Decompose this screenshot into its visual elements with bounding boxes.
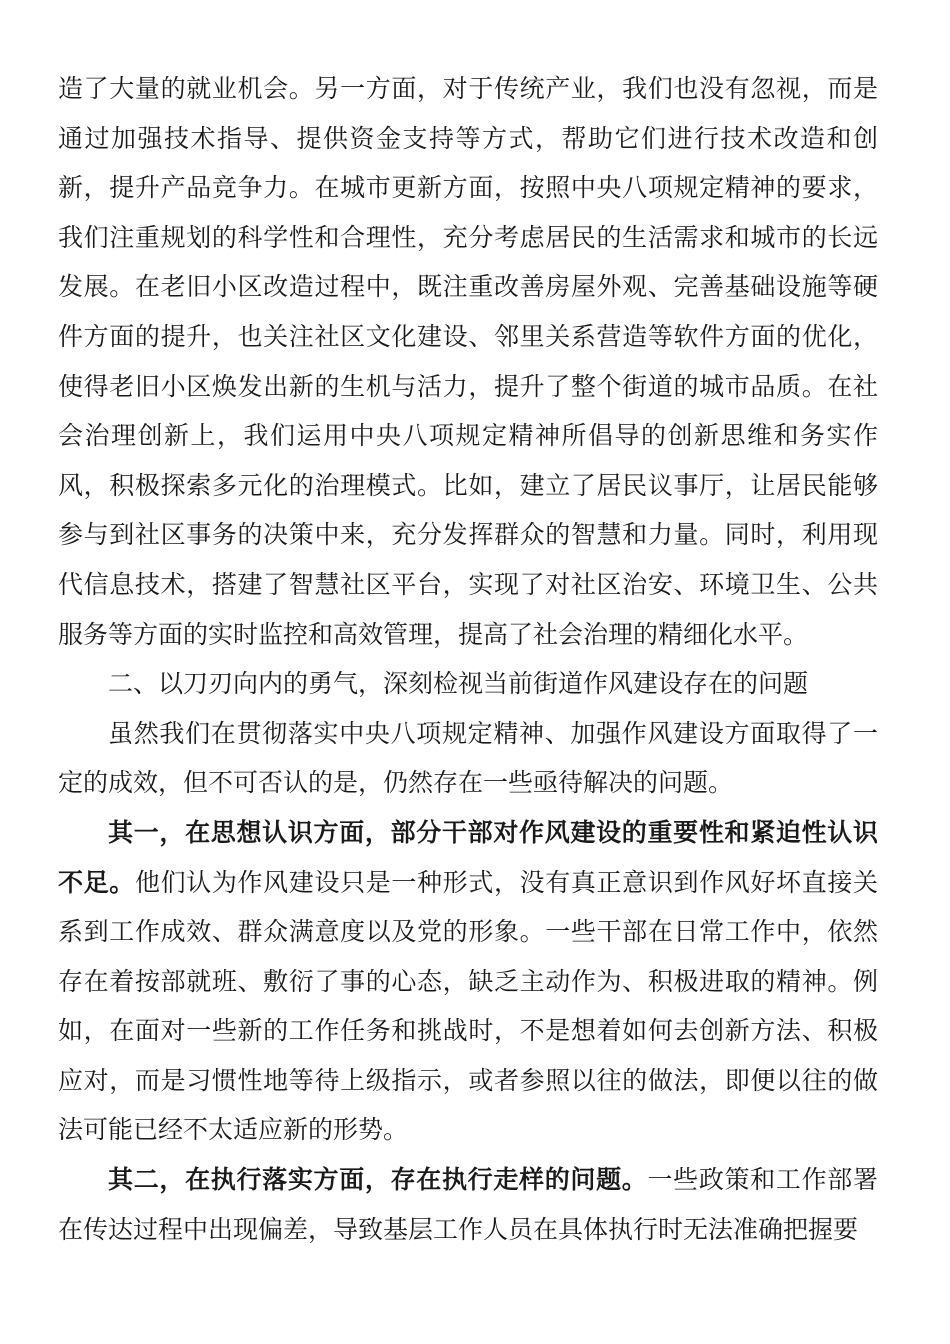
section-heading-text: 二、以刀刃向内的勇气，深刻检视当前街道作风建设存在的问题 xyxy=(108,669,809,699)
paragraph-text: 一些政策和工作部署在传达过程中出现偏差，导致基层工作人员在具体执行时无法准确把握要 xyxy=(58,1165,878,1244)
paragraph-lead-bold: 其一，在思想认识方面，部分干部对作风建设的重要性和紧迫性认识不足。 xyxy=(58,817,878,897)
body-paragraph-continuation xyxy=(58,64,878,659)
paragraph-text: 虽然我们在贯彻落实中央八项规定精神、加强作风建设方面取得了一定的成效，但不可否认的是，仍然存在一些亟待解决的问题。 xyxy=(58,718,878,798)
body-paragraph-point-two xyxy=(58,1155,878,1254)
paragraph-text: 造了大量的就业机会。另一方面，对于传统产业，我们也没有忽视，而是通过加强技术指导、提供资金支持等方式，帮助它们进行技术改造和创新，提升产品竞争力。在城市更新方面，按照中央八项规定精神的要求，我们注重规划的科学性和合理性，充分考虑居民的生活需求和城市的长远发展。在老旧小区改造过程中，既注重改善房屋外观、完善基础设施等硬件方面的提升，也关注社区文化建设、邻里关系营造等软件方面的优化，使得老旧小区焕发出新的生机与活力，提升了整个街道的城市品质。在社会治理创新上，我们运用中央八项规定精神所倡导的创新思维和务实作风，积极探索多元化的治理模式。比如，建立了居民议事厅，让居民能够参与到社区事务的决策中来，充分发挥群众的智慧和力量。同时，利用现代信息技术，搭建了智慧社区平台，实现了对社区治安、环境卫生、公共服务等方面的实时监控和高效管理，提高了社会治理的精细化水平。 xyxy=(58,74,878,649)
body-paragraph-point-one xyxy=(58,808,878,1155)
paragraph-lead-bold: 其二，在执行落实方面，存在执行走样的问题。 xyxy=(108,1165,648,1195)
section-heading xyxy=(58,659,878,709)
document-page xyxy=(58,64,878,1254)
body-paragraph xyxy=(58,709,878,808)
paragraph-text: 他们认为作风建设只是一种形式，没有真正意识到作风好坏直接关系到工作成效、群众满意度以及党的形象。一些干部在日常工作中，依然存在着按部就班、敷衍了事的心态，缺乏主动作为、积极进取的精神。例如，在面对一些新的工作任务和挑战时，不是想着如何去创新方法、积极应对，而是习惯性地等待上级指示，或者参照以往的做法，即便以往的做法可能已经不太适应新的形势。 xyxy=(58,867,878,1145)
